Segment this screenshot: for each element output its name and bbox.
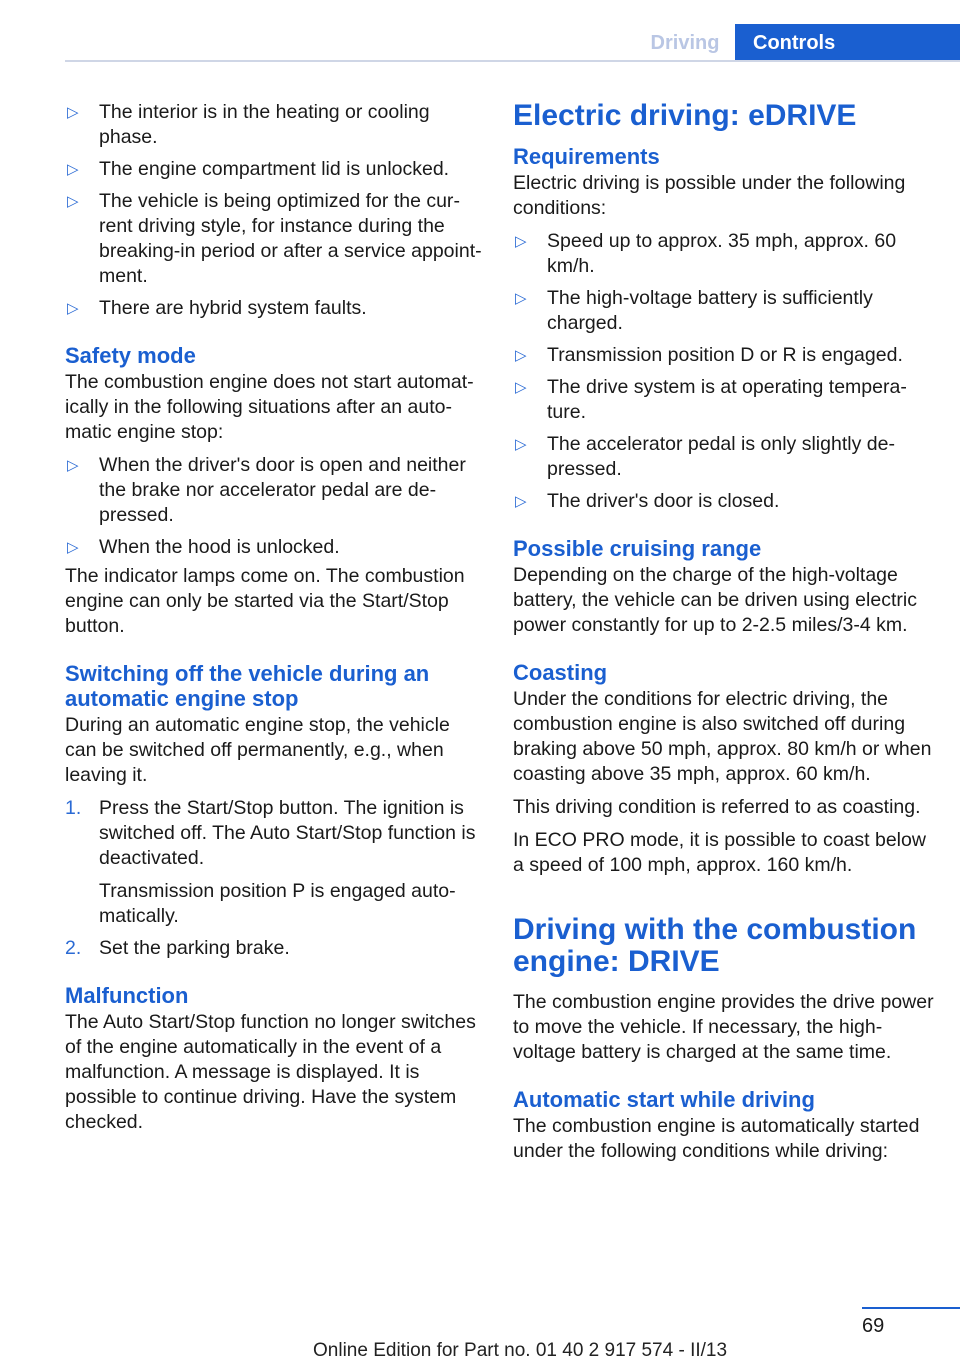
cruising-range-heading: Possible cruising range	[513, 536, 762, 561]
triangle-bullet-icon: ▷	[515, 436, 527, 453]
list-item: 1. Press the Start/Stop button. The ignition is switched off. The Auto Start/Stop function is deactivated. Transmission position P is engaged automatically.	[65, 797, 476, 927]
automatic-start-heading: Automatic start while driving	[513, 1087, 815, 1112]
coasting-text-3: In ECO PRO mode, it is possible to coast below a speed of 100 mph, approx. 160 km/h.	[513, 829, 926, 876]
list-item: ▷ The drive system is at operating temperature.	[515, 376, 907, 423]
drive-title: Driving with the combustion engine: DRIVE	[513, 913, 917, 978]
step-number: 1.	[65, 797, 82, 819]
list-item: ▷ There are hybrid system faults.	[67, 297, 367, 319]
drive-text: The combustion engine provides the drive power to move the vehicle. If necessary, the high-voltage battery is charged at the same time.	[513, 991, 934, 1063]
tab-driving[interactable]: Driving	[650, 32, 720, 54]
tab-controls[interactable]: Controls	[735, 24, 960, 62]
list-item: 2. Set the parking brake.	[65, 937, 290, 959]
requirements-bullet-list	[513, 229, 938, 514]
triangle-bullet-icon: ▷	[515, 379, 527, 396]
list-item: ▷ The vehicle is being optimized for the current driving style, for instance during the breaking-in period or after a service appointment.	[67, 190, 482, 287]
header-rule	[65, 60, 960, 62]
switching-steps-list	[65, 796, 483, 961]
safety-bullet-list	[65, 453, 483, 560]
requirements-heading: Requirements	[513, 144, 660, 169]
malfunction-text: The Auto Start/Stop function no longer switches of the engine automatically in the event of a malfunction. A message is displayed. It is possible to continue driving. Have the system checked.	[65, 1011, 476, 1133]
list-item: ▷ The accelerator pedal is only slightly depressed.	[515, 433, 895, 480]
cruising-range-text: Depending on the charge of the high-voltage battery, the vehicle can be driven using electric power constantly for up to 2-2.5 miles/3-4 km.	[513, 564, 917, 636]
safety-after-text: The indicator lamps come on. The combustion engine can only be started via the Start/Stop button.	[65, 565, 465, 637]
triangle-bullet-icon: ▷	[67, 161, 79, 178]
triangle-bullet-icon: ▷	[67, 104, 79, 121]
list-item: ▷ The engine compartment lid is unlocked.	[67, 158, 450, 180]
malfunction-heading: Malfunction	[65, 983, 189, 1008]
triangle-bullet-icon: ▷	[515, 290, 527, 307]
right-column	[513, 100, 938, 1172]
page-number: 69	[862, 1315, 885, 1337]
automatic-start-text: The combustion engine is automatically started under the following conditions while driving:	[513, 1115, 920, 1162]
triangle-bullet-icon: ▷	[67, 539, 79, 556]
list-item: ▷ When the driver's door is open and neither the brake nor accelerator pedal are depressed.	[67, 454, 466, 526]
list-item: ▷ The high-voltage battery is sufficiently charged.	[515, 287, 873, 334]
list-item: ▷ The driver's door is closed.	[515, 490, 780, 512]
list-item: ▷ When the hood is unlocked.	[67, 536, 340, 558]
triangle-bullet-icon: ▷	[67, 300, 79, 317]
requirements-text: Electric driving is possible under the following conditions:	[513, 172, 906, 219]
triangle-bullet-icon: ▷	[67, 193, 79, 210]
triangle-bullet-icon: ▷	[515, 347, 527, 364]
edrive-title: Electric driving: eDRIVE	[513, 99, 857, 132]
list-item: ▷ The interior is in the heating or cooling phase.	[67, 101, 430, 148]
triangle-bullet-icon: ▷	[515, 493, 527, 510]
list-item: ▷ Transmission position D or R is engaged.	[515, 344, 903, 366]
step-number: 2.	[65, 937, 82, 959]
coasting-heading: Coasting	[513, 660, 608, 685]
safety-mode-heading: Safety mode	[65, 343, 196, 368]
coasting-text-2: This driving condition is referred to as coasting.	[513, 796, 921, 818]
left-column	[65, 100, 483, 1143]
triangle-bullet-icon: ▷	[67, 457, 79, 474]
switching-off-heading: Switching off the vehicle during an automatic engine stop	[65, 661, 430, 711]
switching-off-text: During an automatic engine stop, the vehicle can be switched off permanently, e.g., when leaving it.	[65, 714, 450, 786]
safety-mode-text: The combustion engine does not start automatically in the following situations after an automatic engine stop:	[65, 371, 474, 443]
intro-bullet-list	[65, 100, 483, 321]
edition-line: Online Edition for Part no. 01 40 2 917 574 - II/13	[313, 1340, 728, 1361]
coasting-text-1: Under the conditions for electric driving, the combustion engine is also switched off during braking above 50 mph, approx. 80 km/h or when coasting above 35 mph, approx. 60 km/h.	[513, 688, 932, 785]
footer-rule	[862, 1307, 960, 1309]
list-item: ▷ Speed up to approx. 35 mph, approx. 60 km/h.	[515, 230, 897, 277]
triangle-bullet-icon: ▷	[515, 233, 527, 250]
